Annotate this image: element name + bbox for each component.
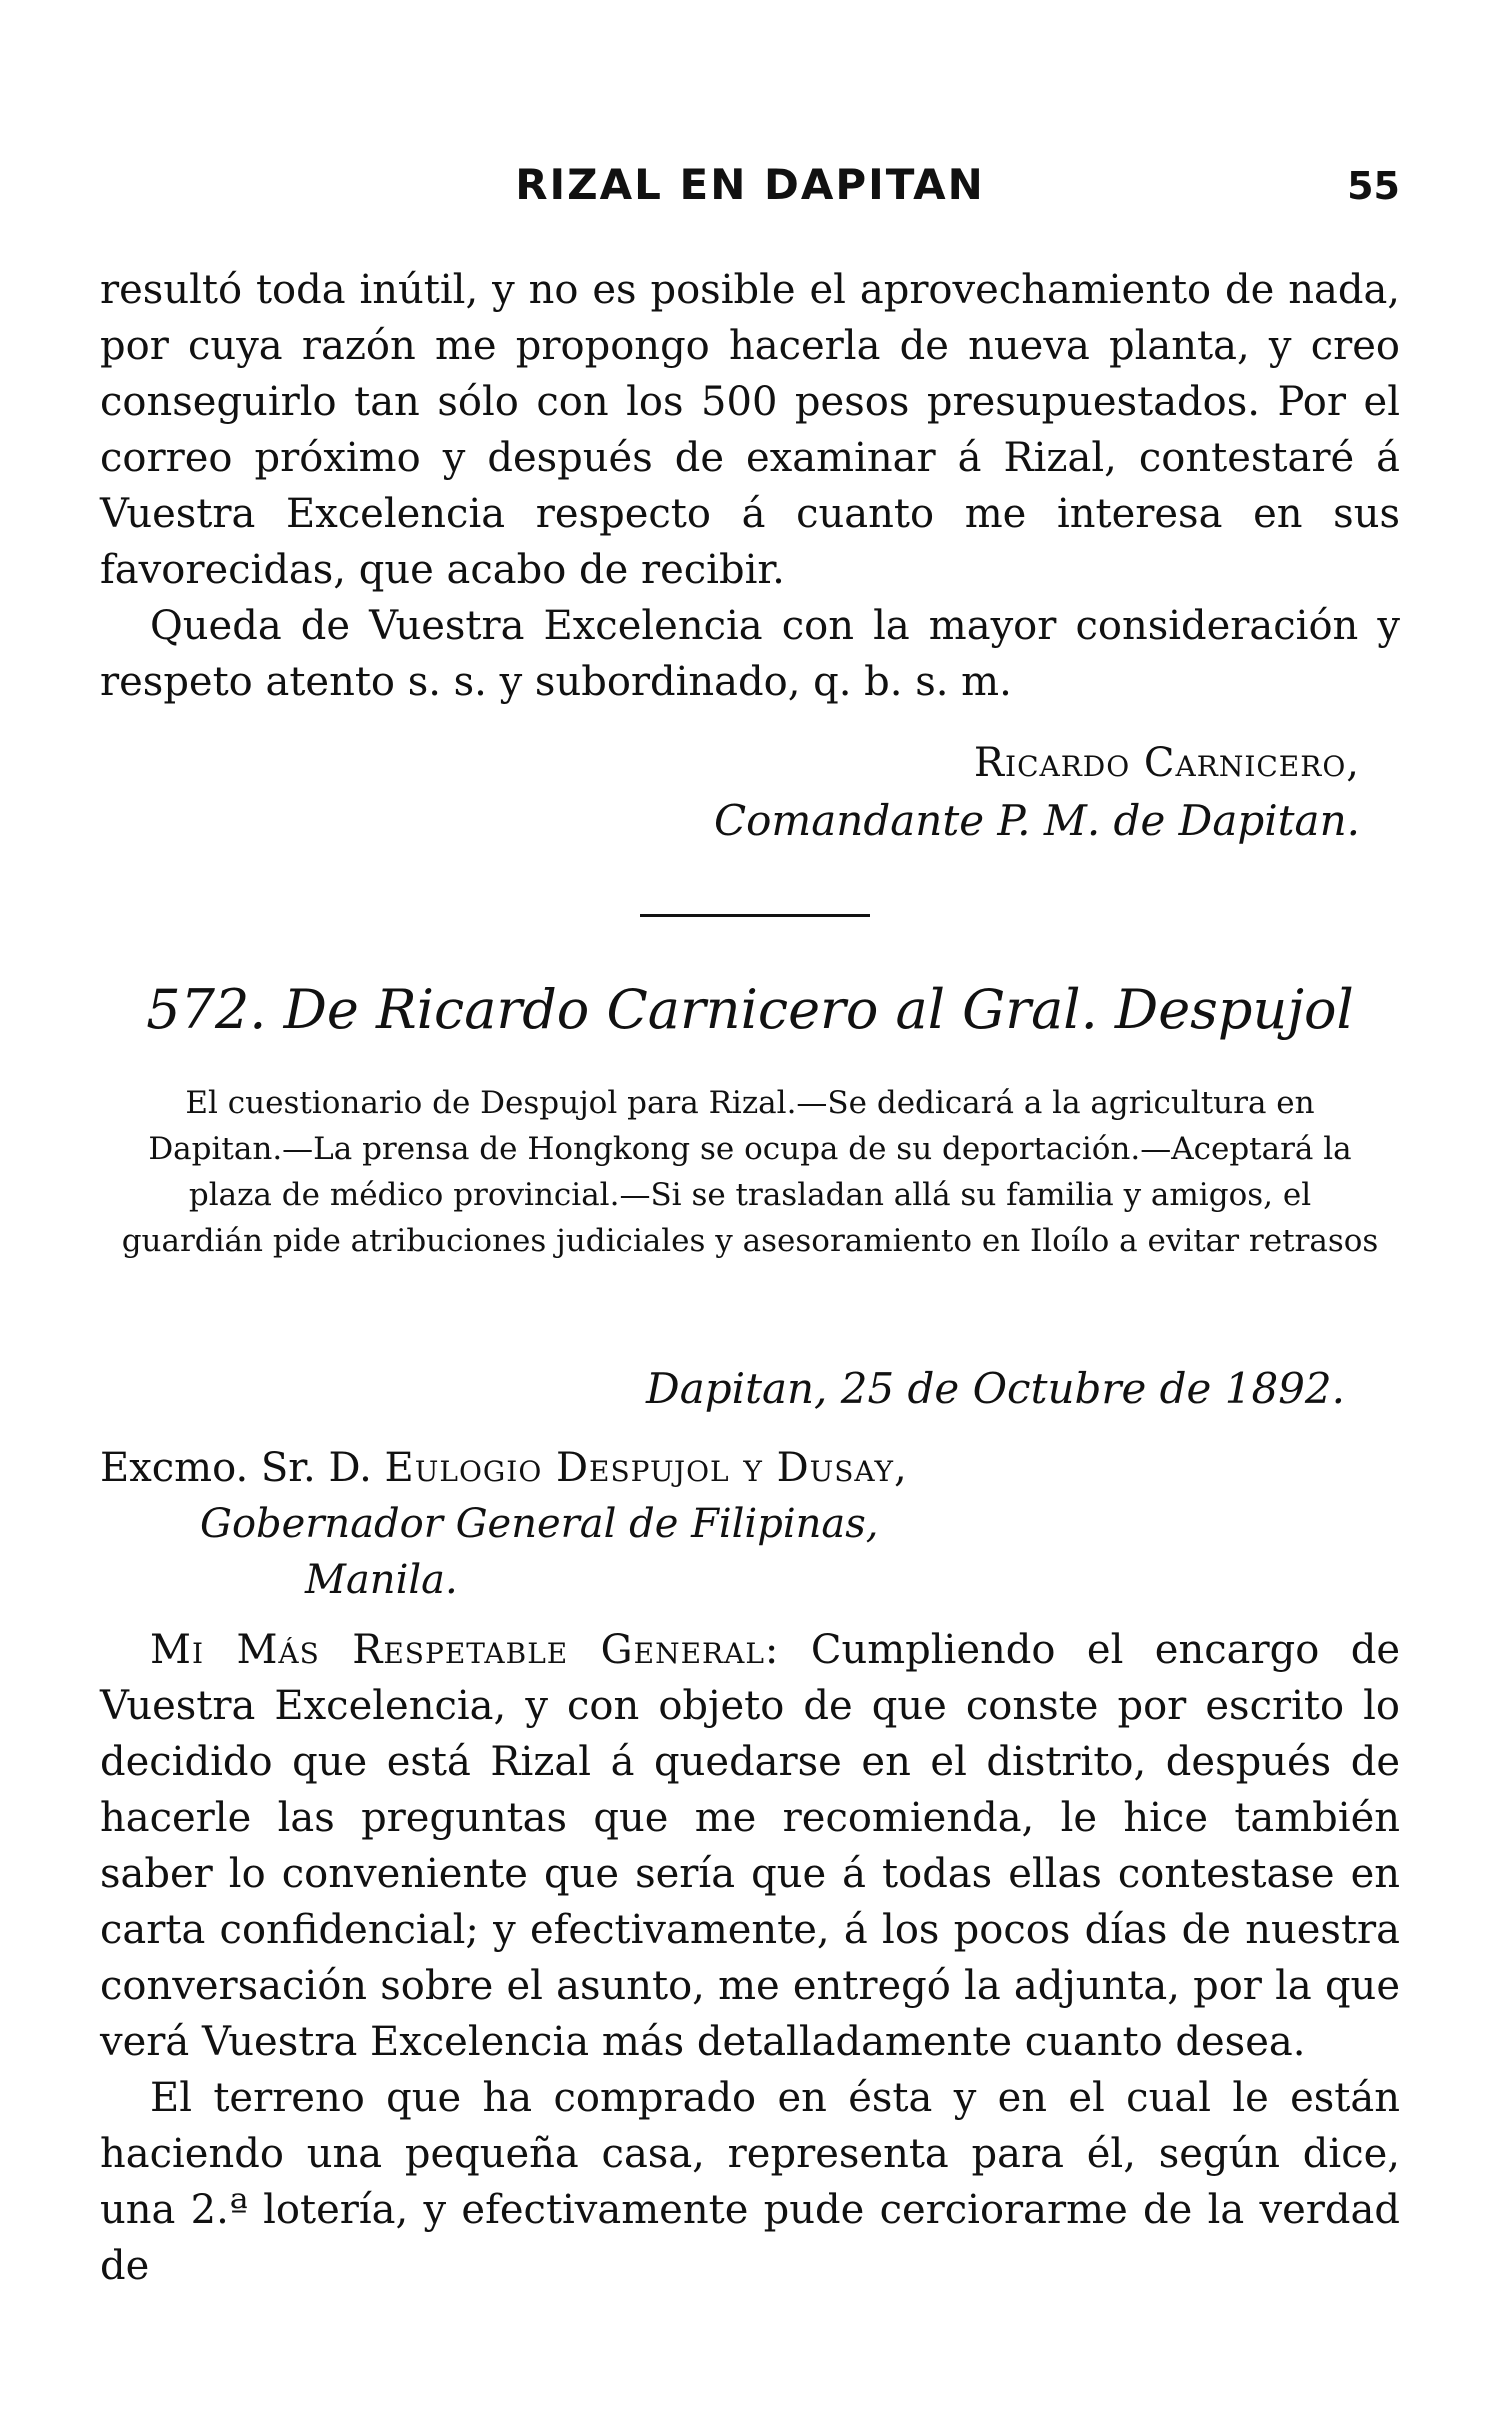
letter-closing-paragraph: Queda de Vuestra Excelencia con la mayor consideración y respeto atento s. s. y subordinado, q. b. s. m. <box>100 603 1400 705</box>
addressee-line-3: Manila. <box>305 1557 458 1603</box>
addressee-line-1 <box>100 1440 1400 1496</box>
page-number: 55 <box>1347 164 1400 208</box>
addressee-block <box>100 1440 1400 1608</box>
addressee-honorific: Excmo. Sr. D. <box>100 1445 372 1491</box>
salutation: Mi Más Respetable General: <box>150 1627 780 1673</box>
document-heading: 572. De Ricardo Carnicero al Gral. Despujol <box>146 978 1354 1041</box>
addressee-line-2: Gobernador General de Filipinas, <box>200 1501 879 1547</box>
letter-body-paragraph-2: El terreno que ha comprado en ésta y en el cual le están haciendo una pequeña casa, representa para él, según dice, una 2.ª lotería, y efectivamente pude cerciorarme de la verdad de <box>100 2075 1400 2289</box>
document-summary: El cuestionario de Despujol para Rizal.—Se dedicará a la agricultura en Dapitan.—La prensa de Hongkong se ocupa de su deportación.—Aceptará la plaza de médico provincial.—Si se trasladan allá su familia y amigos, el guardián pide atribuciones judiciales y asesoramiento en Iloílo a evitar retrasos <box>121 1085 1379 1259</box>
running-head <box>100 160 1400 220</box>
previous-letter-ending <box>100 262 1400 850</box>
section-divider <box>640 914 870 917</box>
signature-name: Ricardo Carnicero, <box>973 740 1360 786</box>
running-title: RIZAL EN DAPITAN <box>515 160 985 209</box>
dateline: Dapitan, 25 de Octubre de 1892. <box>646 1364 1345 1413</box>
addressee-name: Eulogio Despujol y Dusay, <box>384 1445 908 1491</box>
letter-body-paragraph-1 <box>100 1622 1400 2070</box>
signature-title: Comandante P. M. de Dapitan. <box>714 796 1360 845</box>
letter-body <box>100 1622 1400 2294</box>
letter-paragraph-continued: resultó toda inútil, y no es posible el aprovechamiento de nada, por cuya razón me propongo hacerla de nueva planta, y creo conseguirlo tan sólo con los 500 pesos presupuestados. Por el correo próximo y después de examinar á Rizal, contestaré á Vuestra Excelencia respecto á cuanto me interesa en sus favorecidas, que acabo de recibir. <box>100 267 1400 593</box>
letter-body-paragraph-1-text: Cumpliendo el encargo de Vuestra Excelencia, y con objeto de que conste por escrito lo decidido que está Rizal á quedarse en el distrito, después de hacerle las preguntas que me recomienda, le hice también saber lo conveniente que sería que á todas ellas contestase en carta confidencial; y efectivamente, á los pocos días de nuestra conversación sobre el asunto, me entregó la adjunta, por la que verá Vuestra Excelencia más detalladamente cuanto desea. <box>100 1627 1401 2065</box>
